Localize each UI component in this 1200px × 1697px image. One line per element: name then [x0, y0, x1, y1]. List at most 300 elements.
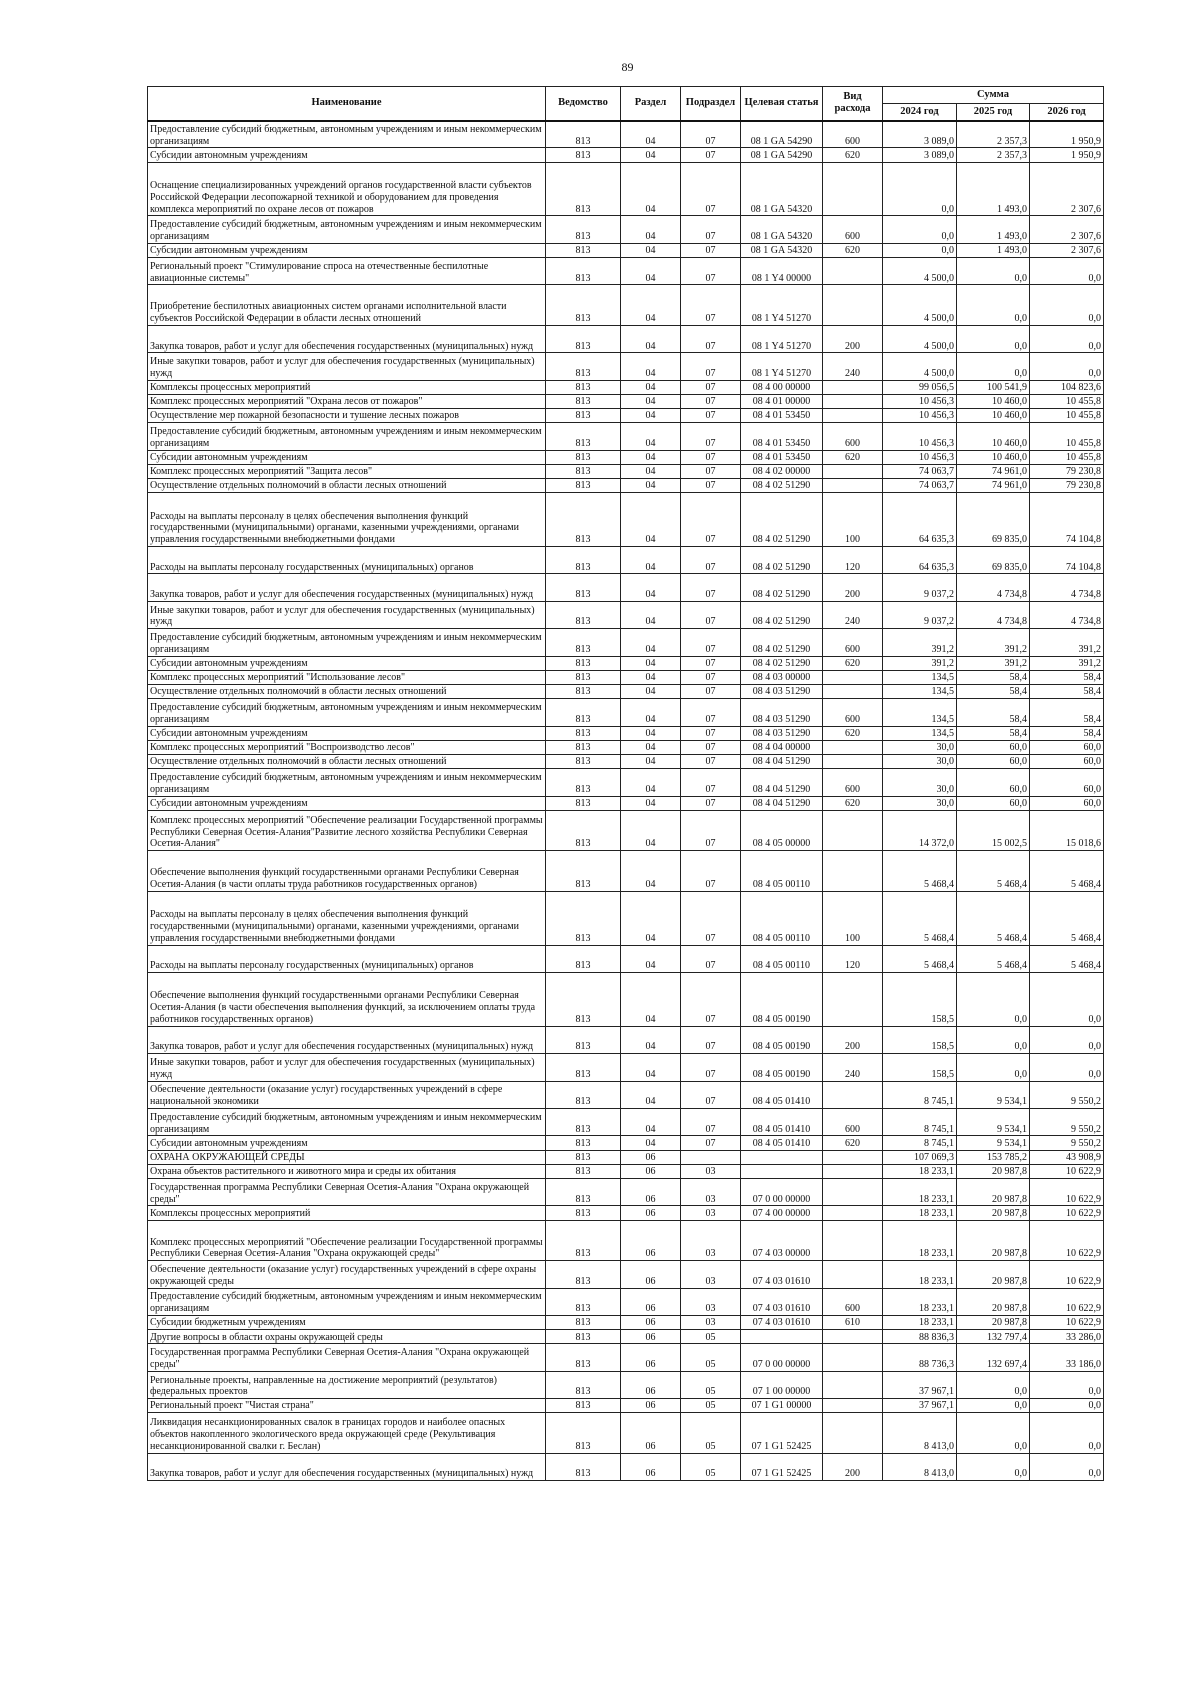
row-sum-2026: 10 622,9	[1030, 1206, 1104, 1220]
row-target: 08 4 03 51290	[741, 699, 823, 726]
row-sum-2024: 134,5	[883, 726, 957, 740]
row-section: 04	[621, 574, 681, 601]
row-sum-2026: 0,0	[1030, 1399, 1104, 1413]
table-row	[148, 1026, 1104, 1053]
row-sum-2025: 58,4	[957, 670, 1030, 684]
row-subsection: 07	[681, 754, 741, 768]
row-sum-2025: 58,4	[957, 699, 1030, 726]
row-subsection: 07	[681, 796, 741, 810]
row-target: 08 4 03 00000	[741, 670, 823, 684]
row-target: 07 4 00 00000	[741, 1206, 823, 1220]
table-row	[148, 325, 1104, 352]
row-sum-2025: 15 002,5	[957, 810, 1030, 851]
table-row	[148, 656, 1104, 670]
row-sum-2025: 10 460,0	[957, 409, 1030, 423]
row-subsection: 07	[681, 423, 741, 450]
row-sum-2025: 391,2	[957, 629, 1030, 656]
table-row	[148, 1150, 1104, 1164]
row-sum-2025: 58,4	[957, 726, 1030, 740]
header-target: Целевая статья	[741, 87, 823, 121]
table-body	[148, 121, 1104, 1481]
row-dept: 813	[546, 464, 621, 478]
row-target: 08 4 00 00000	[741, 380, 823, 394]
row-section: 06	[621, 1330, 681, 1344]
row-dept: 813	[546, 1344, 621, 1371]
row-sum-2024: 30,0	[883, 740, 957, 754]
table-row	[148, 547, 1104, 574]
row-subsection: 07	[681, 325, 741, 352]
row-sum-2025: 0,0	[957, 1371, 1030, 1398]
table-row	[148, 1371, 1104, 1398]
row-subsection: 03	[681, 1315, 741, 1329]
row-name: Обеспечение выполнения функций государственными органами Республики Северная Осетия-Алания (в части обеспечения выполнения функций, за исключением оплаты труда работников государственных органов)	[148, 973, 546, 1027]
row-subsection: 07	[681, 162, 741, 216]
table-row	[148, 574, 1104, 601]
row-subsection: 07	[681, 121, 741, 148]
row-section: 04	[621, 257, 681, 284]
row-target	[741, 1150, 823, 1164]
row-exp-type: 240	[823, 601, 883, 628]
row-sum-2024: 8 745,1	[883, 1136, 957, 1150]
row-sum-2025: 5 468,4	[957, 891, 1030, 945]
row-dept: 813	[546, 891, 621, 945]
row-target: 08 4 02 51290	[741, 479, 823, 493]
row-subsection: 07	[681, 1081, 741, 1108]
row-section: 06	[621, 1220, 681, 1261]
row-target: 08 4 02 51290	[741, 601, 823, 628]
row-section: 04	[621, 699, 681, 726]
row-name: Субсидии автономным учреждениям	[148, 796, 546, 810]
row-name: Государственная программа Республики Северная Осетия-Алания "Охрана окружающей среды"	[148, 1344, 546, 1371]
header-year-2026: 2026 год	[1030, 104, 1104, 121]
row-name: Другие вопросы в области охраны окружающей среды	[148, 1330, 546, 1344]
row-subsection: 05	[681, 1453, 741, 1480]
table-row	[148, 670, 1104, 684]
row-sum-2025: 10 460,0	[957, 394, 1030, 408]
row-sum-2026: 4 734,8	[1030, 601, 1104, 628]
row-sum-2025: 9 534,1	[957, 1081, 1030, 1108]
row-dept: 813	[546, 216, 621, 243]
row-section: 04	[621, 464, 681, 478]
row-target: 08 4 04 00000	[741, 740, 823, 754]
table-row	[148, 699, 1104, 726]
row-dept: 813	[546, 810, 621, 851]
row-name: Комплекс процессных мероприятий "Воспроизводство лесов"	[148, 740, 546, 754]
row-name: Региональный проект "Чистая страна"	[148, 1399, 546, 1413]
row-section: 06	[621, 1399, 681, 1413]
table-row	[148, 394, 1104, 408]
row-name: Охрана объектов растительного и животного мира и среды их обитания	[148, 1164, 546, 1178]
row-target: 07 4 03 00000	[741, 1220, 823, 1261]
row-sum-2026: 5 468,4	[1030, 945, 1104, 972]
row-subsection: 07	[681, 891, 741, 945]
row-target: 08 1 Y4 51270	[741, 285, 823, 326]
row-name: Комплекс процессных мероприятий "Обеспечение реализации Государственной программы Республики Северная Осетия-Алания"Развитие лесного хозяйства Республики Северная Осетия-Алания"	[148, 810, 546, 851]
row-name: Комплекс процессных мероприятий "Охрана лесов от пожаров"	[148, 394, 546, 408]
row-section: 04	[621, 148, 681, 162]
row-name: Закупка товаров, работ и услуг для обеспечения государственных (муниципальных) нужд	[148, 1453, 546, 1480]
row-subsection: 05	[681, 1371, 741, 1398]
row-sum-2026: 5 468,4	[1030, 851, 1104, 892]
row-exp-type: 100	[823, 493, 883, 547]
row-dept: 813	[546, 656, 621, 670]
row-exp-type: 600	[823, 1109, 883, 1136]
row-dept: 813	[546, 1206, 621, 1220]
row-section: 04	[621, 726, 681, 740]
row-sum-2026: 2 307,6	[1030, 162, 1104, 216]
table-row	[148, 945, 1104, 972]
row-section: 06	[621, 1261, 681, 1288]
row-subsection: 07	[681, 394, 741, 408]
row-sum-2024: 158,5	[883, 973, 957, 1027]
row-subsection: 07	[681, 726, 741, 740]
row-name: Субсидии автономным учреждениям	[148, 656, 546, 670]
row-dept: 813	[546, 769, 621, 796]
row-sum-2026: 0,0	[1030, 285, 1104, 326]
table-row	[148, 1081, 1104, 1108]
row-sum-2026: 9 550,2	[1030, 1081, 1104, 1108]
page-number: 89	[621, 60, 634, 74]
row-sum-2025: 4 734,8	[957, 601, 1030, 628]
header-subsection: Подраздел	[681, 87, 741, 121]
row-sum-2026: 391,2	[1030, 629, 1104, 656]
row-sum-2026: 5 468,4	[1030, 891, 1104, 945]
row-sum-2025: 20 987,8	[957, 1261, 1030, 1288]
row-sum-2024: 8 413,0	[883, 1413, 957, 1454]
row-sum-2024: 4 500,0	[883, 257, 957, 284]
row-target: 08 4 04 51290	[741, 769, 823, 796]
row-sum-2025: 9 534,1	[957, 1136, 1030, 1150]
row-sum-2026: 9 550,2	[1030, 1136, 1104, 1150]
row-section: 06	[621, 1150, 681, 1164]
row-sum-2024: 88 736,3	[883, 1344, 957, 1371]
row-target	[741, 1330, 823, 1344]
row-dept: 813	[546, 740, 621, 754]
table-row	[148, 1330, 1104, 1344]
row-sum-2024: 107 069,3	[883, 1150, 957, 1164]
row-target: 08 1 GA 54320	[741, 216, 823, 243]
row-target: 08 4 05 00190	[741, 1026, 823, 1053]
table-row	[148, 973, 1104, 1027]
row-section: 04	[621, 851, 681, 892]
row-section: 06	[621, 1344, 681, 1371]
budget-table	[147, 86, 1104, 1481]
row-target: 07 4 03 01610	[741, 1315, 823, 1329]
row-target: 07 0 00 00000	[741, 1178, 823, 1205]
row-sum-2026: 33 186,0	[1030, 1344, 1104, 1371]
row-section: 04	[621, 285, 681, 326]
table-row	[148, 1136, 1104, 1150]
row-target: 08 4 05 00110	[741, 891, 823, 945]
row-sum-2026: 10 455,8	[1030, 423, 1104, 450]
row-name: Региональный проект "Стимулирование спроса на отечественные беспилотные авиационные системы"	[148, 257, 546, 284]
row-section: 04	[621, 796, 681, 810]
row-dept: 813	[546, 726, 621, 740]
row-dept: 813	[546, 1150, 621, 1164]
row-sum-2025: 2 357,3	[957, 148, 1030, 162]
row-sum-2026: 79 230,8	[1030, 479, 1104, 493]
table-row	[148, 1178, 1104, 1205]
row-sum-2024: 0,0	[883, 216, 957, 243]
row-dept: 813	[546, 162, 621, 216]
row-sum-2025: 1 493,0	[957, 243, 1030, 257]
row-sum-2024: 14 372,0	[883, 810, 957, 851]
row-target: 08 1 Y4 51270	[741, 353, 823, 380]
row-dept: 813	[546, 325, 621, 352]
row-exp-type: 200	[823, 574, 883, 601]
row-subsection: 05	[681, 1344, 741, 1371]
row-subsection: 07	[681, 479, 741, 493]
row-sum-2024: 10 456,3	[883, 423, 957, 450]
row-subsection: 03	[681, 1261, 741, 1288]
row-sum-2024: 10 456,3	[883, 394, 957, 408]
row-sum-2025: 69 835,0	[957, 493, 1030, 547]
row-dept: 813	[546, 1399, 621, 1413]
row-dept: 813	[546, 1413, 621, 1454]
row-dept: 813	[546, 493, 621, 547]
row-exp-type	[823, 670, 883, 684]
row-name: Расходы на выплаты персоналу в целях обеспечения выполнения функций государственными (муниципальными) органами, казенными учреждениями, органами управления государственными внебюджетными фондами	[148, 891, 546, 945]
row-sum-2025: 60,0	[957, 740, 1030, 754]
row-dept: 813	[546, 394, 621, 408]
table-row	[148, 726, 1104, 740]
row-exp-type	[823, 257, 883, 284]
row-sum-2024: 158,5	[883, 1054, 957, 1081]
row-exp-type	[823, 1413, 883, 1454]
row-name: Обеспечение деятельности (оказание услуг) государственных учреждений в сфере охраны окружающей среды	[148, 1261, 546, 1288]
row-sum-2026: 9 550,2	[1030, 1109, 1104, 1136]
row-name: Расходы на выплаты персоналу государственных (муниципальных) органов	[148, 547, 546, 574]
row-name: Комплекс процессных мероприятий "Использование лесов"	[148, 670, 546, 684]
row-name: Иные закупки товаров, работ и услуг для обеспечения государственных (муниципальных) нужд	[148, 1054, 546, 1081]
row-section: 04	[621, 1081, 681, 1108]
table-row	[148, 810, 1104, 851]
row-section: 04	[621, 1026, 681, 1053]
row-sum-2025: 20 987,8	[957, 1288, 1030, 1315]
row-section: 04	[621, 450, 681, 464]
row-subsection: 07	[681, 769, 741, 796]
row-sum-2024: 30,0	[883, 796, 957, 810]
row-section: 04	[621, 601, 681, 628]
row-sum-2026: 58,4	[1030, 684, 1104, 698]
row-dept: 813	[546, 1261, 621, 1288]
row-target: 08 4 01 53450	[741, 409, 823, 423]
row-sum-2024: 8 413,0	[883, 1453, 957, 1480]
row-sum-2026: 391,2	[1030, 656, 1104, 670]
table-row	[148, 1054, 1104, 1081]
row-sum-2025: 60,0	[957, 769, 1030, 796]
row-sum-2026: 1 950,9	[1030, 148, 1104, 162]
row-sum-2024: 18 233,1	[883, 1220, 957, 1261]
row-sum-2026: 60,0	[1030, 796, 1104, 810]
row-sum-2024: 74 063,7	[883, 479, 957, 493]
row-section: 04	[621, 629, 681, 656]
row-exp-type	[823, 479, 883, 493]
row-dept: 813	[546, 547, 621, 574]
row-subsection: 07	[681, 1026, 741, 1053]
row-sum-2024: 10 456,3	[883, 450, 957, 464]
row-dept: 813	[546, 1026, 621, 1053]
row-exp-type: 620	[823, 796, 883, 810]
row-sum-2024: 391,2	[883, 629, 957, 656]
table-row	[148, 1413, 1104, 1454]
row-dept: 813	[546, 423, 621, 450]
row-exp-type: 600	[823, 216, 883, 243]
row-sum-2025: 60,0	[957, 796, 1030, 810]
row-target: 07 4 03 01610	[741, 1288, 823, 1315]
row-name: Иные закупки товаров, работ и услуг для обеспечения государственных (муниципальных) нужд	[148, 601, 546, 628]
row-sum-2026: 74 104,8	[1030, 547, 1104, 574]
row-section: 04	[621, 409, 681, 423]
row-section: 06	[621, 1413, 681, 1454]
row-exp-type: 200	[823, 325, 883, 352]
row-name: Предоставление субсидий бюджетным, автономным учреждениям и иным некоммерческим организациям	[148, 769, 546, 796]
row-exp-type: 120	[823, 945, 883, 972]
row-subsection	[681, 1150, 741, 1164]
row-target: 08 4 05 01410	[741, 1109, 823, 1136]
row-dept: 813	[546, 1178, 621, 1205]
header-name: Наименование	[148, 87, 546, 121]
row-sum-2024: 8 745,1	[883, 1109, 957, 1136]
row-section: 04	[621, 740, 681, 754]
row-sum-2026: 0,0	[1030, 1026, 1104, 1053]
row-target: 08 1 GA 54320	[741, 243, 823, 257]
table-row	[148, 409, 1104, 423]
row-sum-2024: 18 233,1	[883, 1288, 957, 1315]
row-name: Комплекс процессных мероприятий "Обеспечение реализации Государственной программы Республики Северная Осетия-Алания "Охрана окружающей среды"	[148, 1220, 546, 1261]
row-dept: 813	[546, 945, 621, 972]
row-name: Предоставление субсидий бюджетным, автономным учреждениям и иным некоммерческим организациям	[148, 121, 546, 148]
row-sum-2025: 0,0	[957, 1054, 1030, 1081]
row-section: 04	[621, 656, 681, 670]
row-dept: 813	[546, 1109, 621, 1136]
row-subsection: 07	[681, 601, 741, 628]
header-dept: Ведомство	[546, 87, 621, 121]
row-name: Предоставление субсидий бюджетным, автономным учреждениям и иным некоммерческим организациям	[148, 699, 546, 726]
table-row	[148, 380, 1104, 394]
row-dept: 813	[546, 479, 621, 493]
table-row	[148, 629, 1104, 656]
row-target	[741, 1164, 823, 1178]
row-exp-type: 100	[823, 891, 883, 945]
row-subsection: 07	[681, 450, 741, 464]
row-dept: 813	[546, 243, 621, 257]
row-sum-2025: 4 734,8	[957, 574, 1030, 601]
row-section: 06	[621, 1164, 681, 1178]
row-target: 08 4 04 51290	[741, 796, 823, 810]
row-dept: 813	[546, 796, 621, 810]
row-sum-2024: 10 456,3	[883, 409, 957, 423]
row-section: 04	[621, 479, 681, 493]
row-section: 04	[621, 769, 681, 796]
row-sum-2026: 2 307,6	[1030, 216, 1104, 243]
row-exp-type	[823, 1178, 883, 1205]
row-section: 04	[621, 1054, 681, 1081]
row-name: ОХРАНА ОКРУЖАЮЩЕЙ СРЕДЫ	[148, 1150, 546, 1164]
row-exp-type	[823, 851, 883, 892]
row-name: Обеспечение выполнения функций государственными органами Республики Северная Осетия-Алания (в части оплаты труда работников государственных органов)	[148, 851, 546, 892]
row-sum-2024: 74 063,7	[883, 464, 957, 478]
row-subsection: 07	[681, 851, 741, 892]
row-subsection: 03	[681, 1220, 741, 1261]
row-sum-2025: 20 987,8	[957, 1315, 1030, 1329]
row-target: 08 4 02 51290	[741, 493, 823, 547]
header-sum: Сумма	[883, 87, 1104, 104]
table-row	[148, 148, 1104, 162]
row-subsection: 03	[681, 1288, 741, 1315]
row-exp-type	[823, 1330, 883, 1344]
row-name: Закупка товаров, работ и услуг для обеспечения государственных (муниципальных) нужд	[148, 325, 546, 352]
row-target: 08 4 04 51290	[741, 754, 823, 768]
row-section: 04	[621, 325, 681, 352]
table-row	[148, 162, 1104, 216]
row-exp-type	[823, 1261, 883, 1288]
row-exp-type: 600	[823, 699, 883, 726]
row-dept: 813	[546, 629, 621, 656]
row-sum-2025: 74 961,0	[957, 464, 1030, 478]
row-dept: 813	[546, 670, 621, 684]
table-row	[148, 1453, 1104, 1480]
row-sum-2026: 10 622,9	[1030, 1220, 1104, 1261]
row-sum-2026: 10 622,9	[1030, 1178, 1104, 1205]
row-section: 04	[621, 945, 681, 972]
row-sum-2026: 0,0	[1030, 1054, 1104, 1081]
row-sum-2024: 3 089,0	[883, 148, 957, 162]
row-dept: 813	[546, 973, 621, 1027]
row-exp-type	[823, 285, 883, 326]
row-name: Субсидии бюджетным учреждениям	[148, 1315, 546, 1329]
row-dept: 813	[546, 699, 621, 726]
row-dept: 813	[546, 380, 621, 394]
row-name: Предоставление субсидий бюджетным, автономным учреждениям и иным некоммерческим организациям	[148, 1109, 546, 1136]
row-sum-2024: 9 037,2	[883, 601, 957, 628]
row-target: 07 1 G1 52425	[741, 1453, 823, 1480]
table-row	[148, 754, 1104, 768]
row-sum-2024: 134,5	[883, 699, 957, 726]
row-name: Региональные проекты, направленные на достижение мероприятий (результатов) федеральных проектов	[148, 1371, 546, 1398]
row-dept: 813	[546, 1164, 621, 1178]
row-sum-2024: 391,2	[883, 656, 957, 670]
row-exp-type	[823, 1150, 883, 1164]
row-subsection: 07	[681, 629, 741, 656]
row-subsection: 03	[681, 1178, 741, 1205]
row-sum-2025: 0,0	[957, 973, 1030, 1027]
table-row	[148, 1206, 1104, 1220]
row-target: 08 4 05 01410	[741, 1081, 823, 1108]
row-subsection: 07	[681, 380, 741, 394]
table-row	[148, 740, 1104, 754]
row-target: 07 0 00 00000	[741, 1344, 823, 1371]
row-subsection: 07	[681, 243, 741, 257]
row-section: 06	[621, 1453, 681, 1480]
row-sum-2024: 9 037,2	[883, 574, 957, 601]
row-section: 04	[621, 394, 681, 408]
row-target: 08 4 02 51290	[741, 656, 823, 670]
row-sum-2024: 5 468,4	[883, 945, 957, 972]
row-subsection: 07	[681, 547, 741, 574]
row-target: 08 4 01 53450	[741, 423, 823, 450]
row-exp-type: 620	[823, 1136, 883, 1150]
row-dept: 813	[546, 257, 621, 284]
row-target: 08 4 02 51290	[741, 547, 823, 574]
row-name: Обеспечение деятельности (оказание услуг) государственных учреждений в сфере национальной экономики	[148, 1081, 546, 1108]
row-sum-2024: 4 500,0	[883, 285, 957, 326]
row-sum-2026: 74 104,8	[1030, 493, 1104, 547]
row-sum-2026: 60,0	[1030, 769, 1104, 796]
row-exp-type	[823, 162, 883, 216]
row-sum-2025: 132 697,4	[957, 1344, 1030, 1371]
row-sum-2026: 10 455,8	[1030, 394, 1104, 408]
